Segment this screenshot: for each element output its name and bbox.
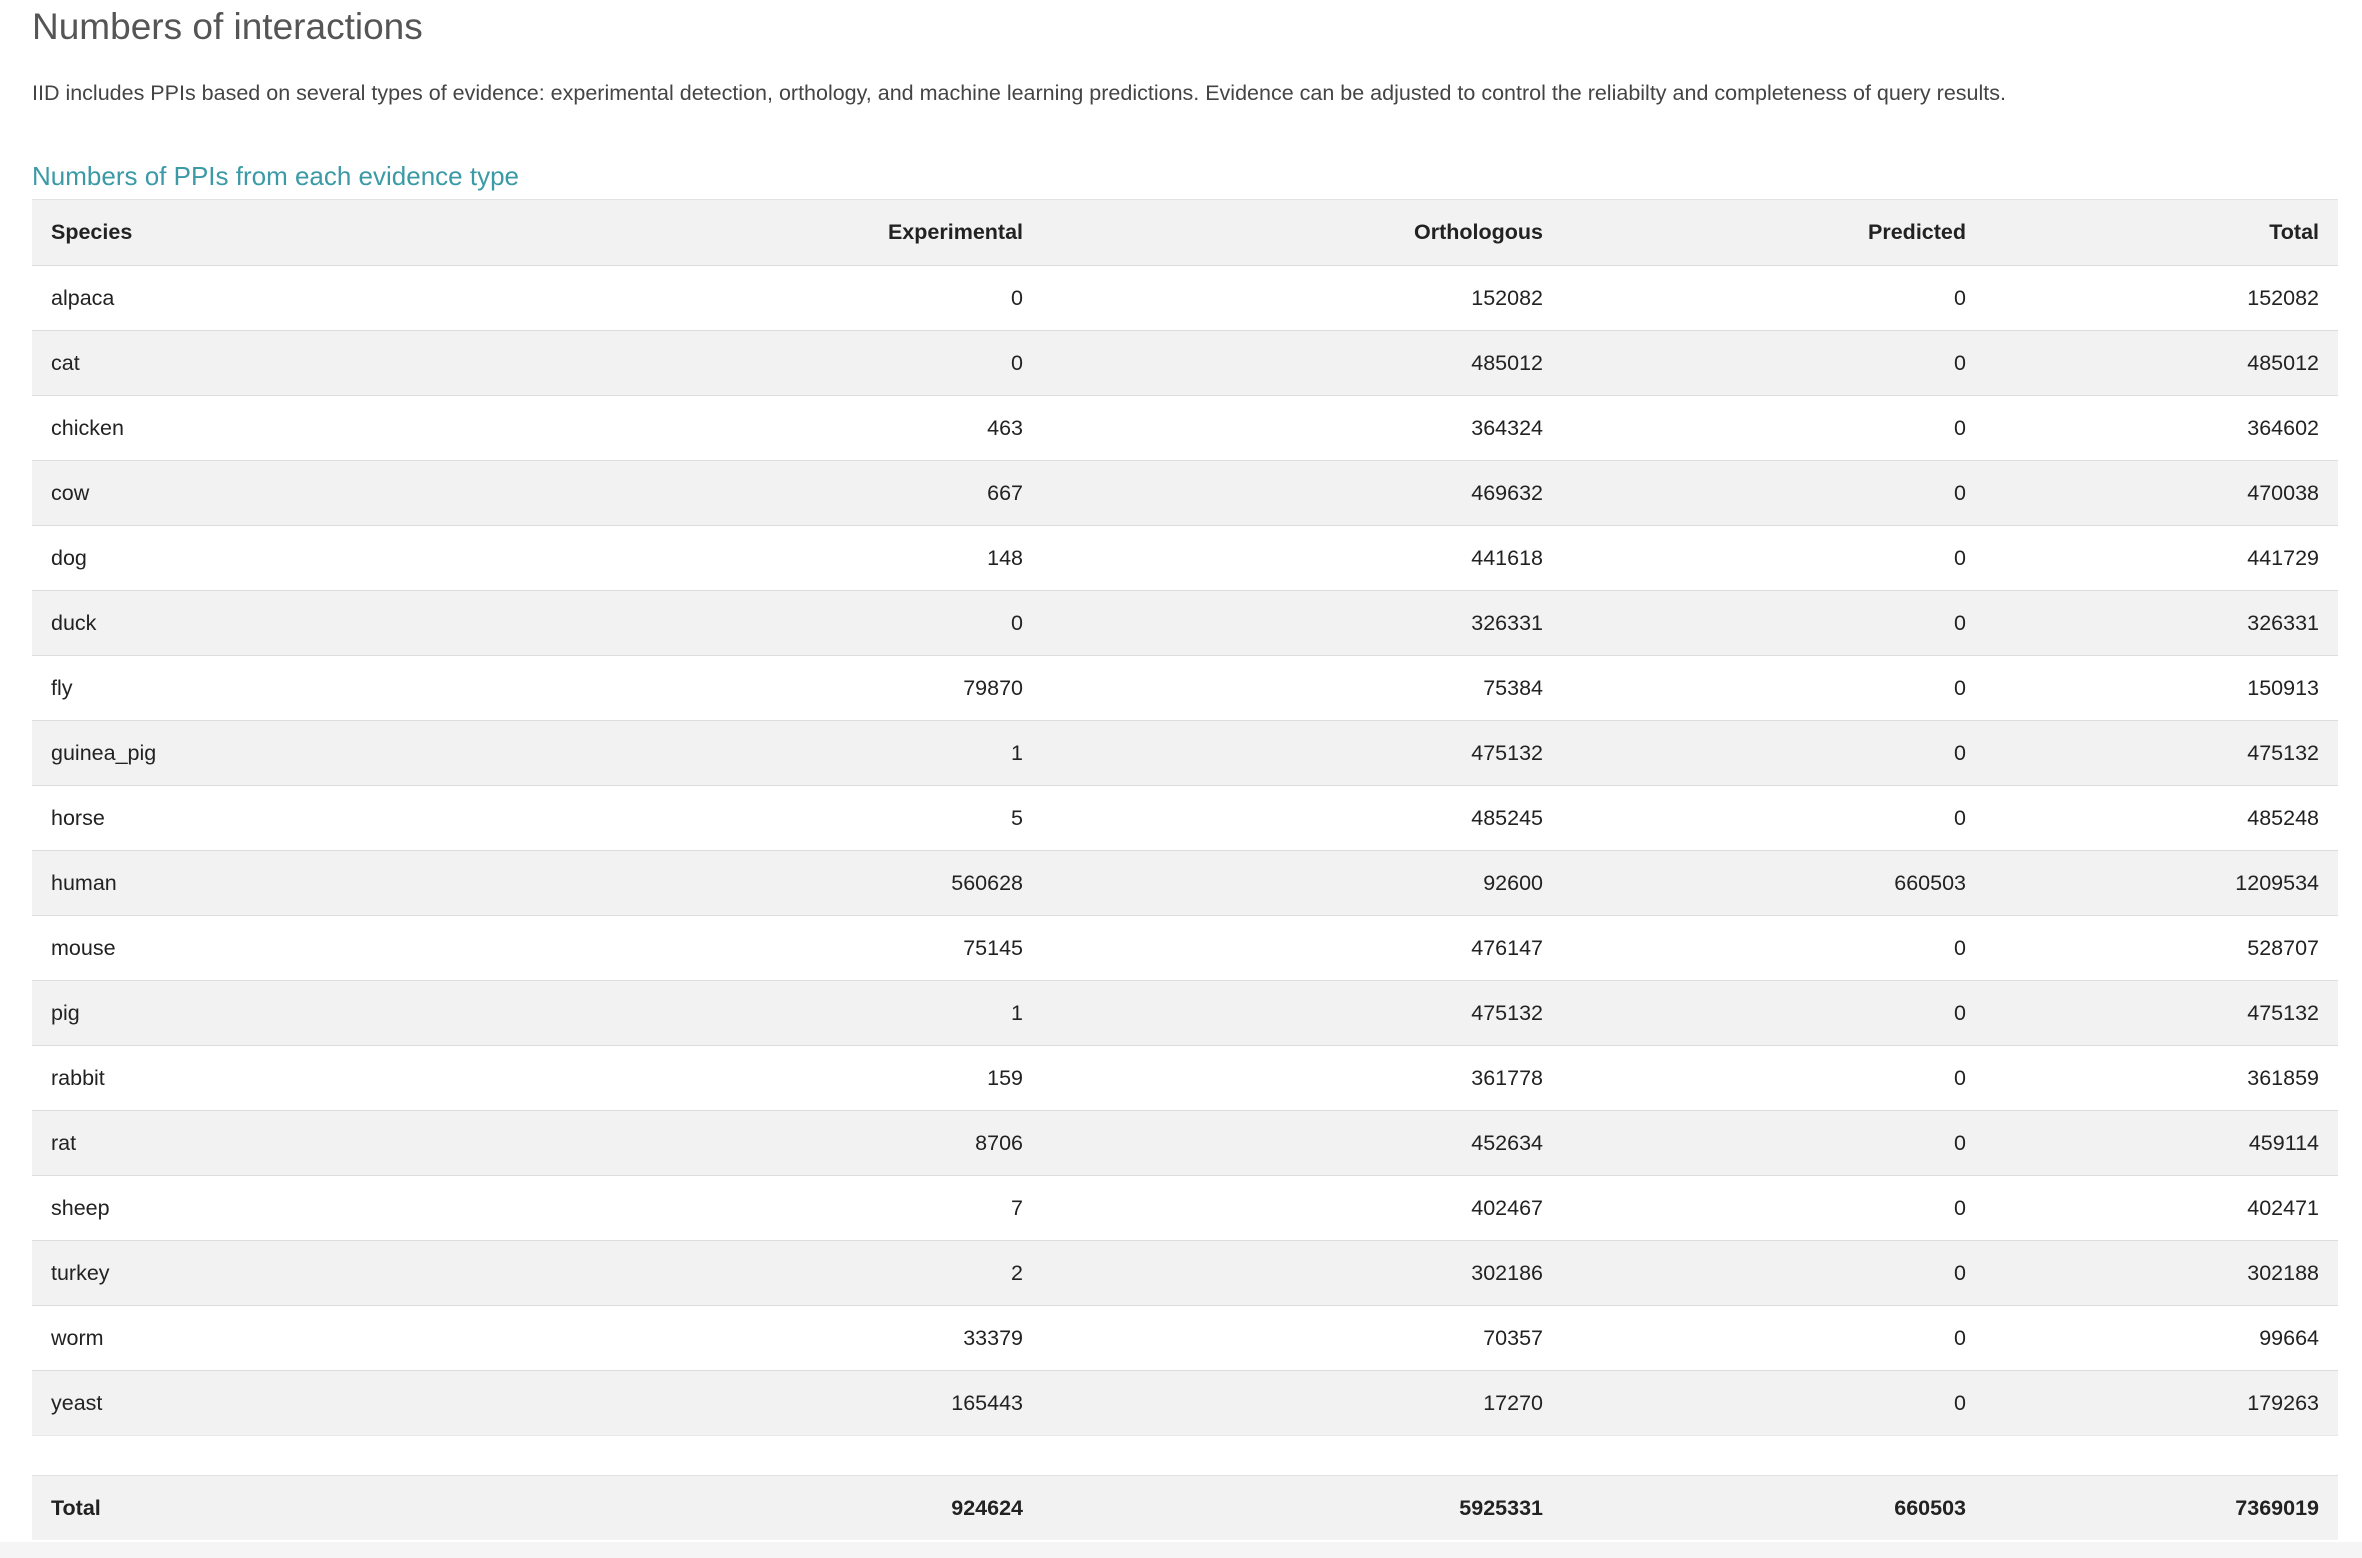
cell-experimental: 2 <box>522 1241 1042 1306</box>
cell-total: 485012 <box>1985 331 2338 396</box>
cell-orthologous: 364324 <box>1042 396 1562 461</box>
cell-total: 361859 <box>1985 1046 2338 1111</box>
cell-total: 475132 <box>1985 721 2338 786</box>
ppi-table <box>32 199 2338 1435</box>
cell-orthologous: 402467 <box>1042 1176 1562 1241</box>
table-row <box>32 1241 2338 1306</box>
totals-label: Total <box>32 1476 522 1541</box>
table-row <box>32 656 2338 721</box>
table-row <box>32 461 2338 526</box>
cell-orthologous: 441618 <box>1042 526 1562 591</box>
cell-orthologous: 75384 <box>1042 656 1562 721</box>
cell-total: 470038 <box>1985 461 2338 526</box>
cell-species: rabbit <box>32 1046 522 1111</box>
totals-total: 7369019 <box>1985 1476 2338 1541</box>
cell-species: guinea_pig <box>32 721 522 786</box>
cell-species: mouse <box>32 916 522 981</box>
cell-predicted: 0 <box>1562 916 1985 981</box>
table-spacer <box>32 1435 2338 1475</box>
cell-orthologous: 469632 <box>1042 461 1562 526</box>
cell-experimental: 0 <box>522 591 1042 656</box>
cell-predicted: 0 <box>1562 1046 1985 1111</box>
cell-species: yeast <box>32 1371 522 1436</box>
cell-species: cat <box>32 331 522 396</box>
cell-species: dog <box>32 526 522 591</box>
cell-predicted: 0 <box>1562 1371 1985 1436</box>
cell-species: duck <box>32 591 522 656</box>
cell-orthologous: 485245 <box>1042 786 1562 851</box>
column-header-predicted: Predicted <box>1562 200 1985 266</box>
cell-species: chicken <box>32 396 522 461</box>
totals-predicted: 660503 <box>1562 1476 1985 1541</box>
cell-predicted: 0 <box>1562 591 1985 656</box>
cell-experimental: 75145 <box>522 916 1042 981</box>
intro-text: IID includes PPIs based on several types of evidence: experimental detection, orthology, and machine learning predictions. Evidence can be adjusted to control the reliabilty and completeness of query results. <box>32 81 2006 105</box>
cell-orthologous: 361778 <box>1042 1046 1562 1111</box>
cell-species: turkey <box>32 1241 522 1306</box>
cell-total: 475132 <box>1985 981 2338 1046</box>
cell-species: fly <box>32 656 522 721</box>
table-header <box>32 200 2338 266</box>
cell-species: alpaca <box>32 266 522 331</box>
table-body <box>32 266 2338 1436</box>
cell-total: 364602 <box>1985 396 2338 461</box>
table-row <box>32 526 2338 591</box>
table-row <box>32 981 2338 1046</box>
cell-total: 441729 <box>1985 526 2338 591</box>
cell-experimental: 667 <box>522 461 1042 526</box>
cell-orthologous: 302186 <box>1042 1241 1562 1306</box>
cell-experimental: 560628 <box>522 851 1042 916</box>
cell-predicted: 0 <box>1562 656 1985 721</box>
cell-experimental: 1 <box>522 721 1042 786</box>
cell-orthologous: 475132 <box>1042 721 1562 786</box>
cell-species: pig <box>32 981 522 1046</box>
cell-predicted: 0 <box>1562 1241 1985 1306</box>
cell-predicted: 0 <box>1562 721 1985 786</box>
cell-experimental: 463 <box>522 396 1042 461</box>
cell-experimental: 0 <box>522 331 1042 396</box>
cell-predicted: 0 <box>1562 331 1985 396</box>
table-row <box>32 1176 2338 1241</box>
cell-species: cow <box>32 461 522 526</box>
cell-orthologous: 485012 <box>1042 331 1562 396</box>
cell-species: horse <box>32 786 522 851</box>
column-header-orthologous: Orthologous <box>1042 200 1562 266</box>
table-row <box>32 591 2338 656</box>
cell-orthologous: 475132 <box>1042 981 1562 1046</box>
cell-orthologous: 152082 <box>1042 266 1562 331</box>
cell-species: worm <box>32 1306 522 1371</box>
cell-total: 302188 <box>1985 1241 2338 1306</box>
table-row <box>32 916 2338 981</box>
cell-total: 326331 <box>1985 591 2338 656</box>
cell-species: human <box>32 851 522 916</box>
table-row <box>32 721 2338 786</box>
table-row <box>32 1111 2338 1176</box>
cell-predicted: 0 <box>1562 786 1985 851</box>
cell-orthologous: 92600 <box>1042 851 1562 916</box>
cell-total: 152082 <box>1985 266 2338 331</box>
page-bottom-edge <box>0 1542 2362 1558</box>
cell-predicted: 0 <box>1562 526 1985 591</box>
section-title: Numbers of PPIs from each evidence type <box>32 161 520 191</box>
cell-orthologous: 17270 <box>1042 1371 1562 1436</box>
cell-experimental: 165443 <box>522 1371 1042 1436</box>
cell-predicted: 0 <box>1562 1176 1985 1241</box>
cell-experimental: 159 <box>522 1046 1042 1111</box>
cell-predicted: 0 <box>1562 266 1985 331</box>
cell-experimental: 0 <box>522 266 1042 331</box>
cell-predicted: 0 <box>1562 1111 1985 1176</box>
table-row <box>32 1046 2338 1111</box>
totals-row <box>32 1476 2338 1541</box>
table-row <box>32 786 2338 851</box>
cell-total: 179263 <box>1985 1371 2338 1436</box>
cell-predicted: 660503 <box>1562 851 1985 916</box>
cell-species: rat <box>32 1111 522 1176</box>
table-row <box>32 1371 2338 1436</box>
cell-experimental: 7 <box>522 1176 1042 1241</box>
cell-orthologous: 476147 <box>1042 916 1562 981</box>
cell-total: 150913 <box>1985 656 2338 721</box>
cell-predicted: 0 <box>1562 1306 1985 1371</box>
table-row <box>32 851 2338 916</box>
cell-orthologous: 452634 <box>1042 1111 1562 1176</box>
cell-total: 485248 <box>1985 786 2338 851</box>
cell-predicted: 0 <box>1562 981 1985 1046</box>
cell-orthologous: 70357 <box>1042 1306 1562 1371</box>
cell-total: 528707 <box>1985 916 2338 981</box>
cell-total: 402471 <box>1985 1176 2338 1241</box>
totals-orthologous: 5925331 <box>1042 1476 1562 1541</box>
table-row <box>32 1306 2338 1371</box>
column-header-total: Total <box>1985 200 2338 266</box>
column-header-experimental: Experimental <box>522 200 1042 266</box>
cell-species: sheep <box>32 1176 522 1241</box>
ppi-table-container <box>32 199 2338 1540</box>
cell-experimental: 8706 <box>522 1111 1042 1176</box>
page-title: Numbers of interactions <box>32 6 423 47</box>
cell-experimental: 79870 <box>522 656 1042 721</box>
cell-predicted: 0 <box>1562 461 1985 526</box>
column-header-species: Species <box>32 200 522 266</box>
cell-experimental: 1 <box>522 981 1042 1046</box>
cell-orthologous: 326331 <box>1042 591 1562 656</box>
table-row <box>32 331 2338 396</box>
table-row <box>32 266 2338 331</box>
cell-predicted: 0 <box>1562 396 1985 461</box>
cell-total: 1209534 <box>1985 851 2338 916</box>
cell-total: 99664 <box>1985 1306 2338 1371</box>
cell-total: 459114 <box>1985 1111 2338 1176</box>
cell-experimental: 5 <box>522 786 1042 851</box>
totals-table <box>32 1475 2338 1540</box>
cell-experimental: 148 <box>522 526 1042 591</box>
cell-experimental: 33379 <box>522 1306 1042 1371</box>
totals-experimental: 924624 <box>522 1476 1042 1541</box>
header-row <box>32 200 2338 266</box>
table-row <box>32 396 2338 461</box>
